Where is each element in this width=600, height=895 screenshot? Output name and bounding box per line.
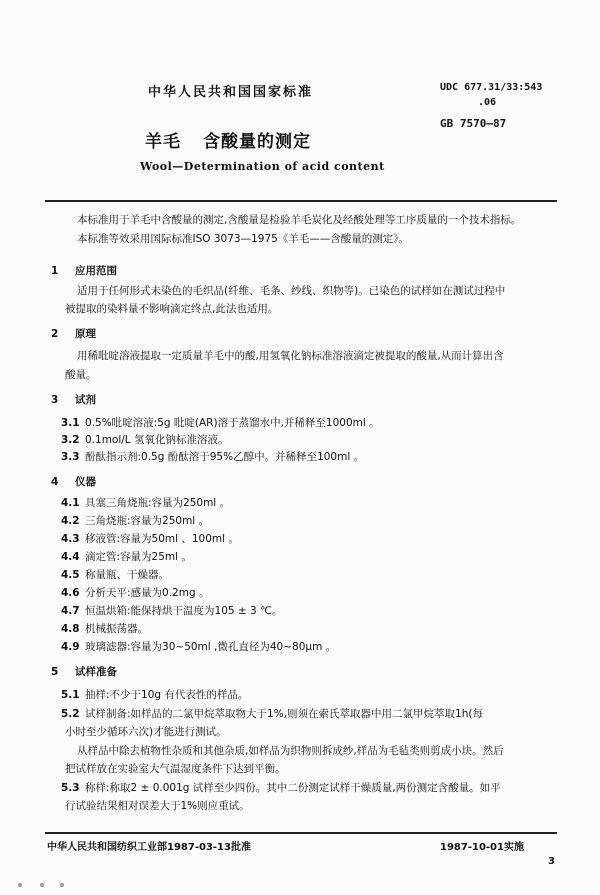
item-number: 4.6 (61, 587, 80, 599)
header-divider (45, 200, 557, 202)
udc-code-suffix: .06 (478, 97, 497, 108)
item-text: 分析天平:感量为0.2mg 。 (85, 587, 210, 599)
item-number: 5.1 (61, 689, 80, 701)
item-number: 4.8 (61, 623, 80, 635)
item-number: 4.3 (61, 533, 80, 545)
item-number: 3.1 (61, 417, 80, 429)
section-2-line-1: 用稀吡啶溶液提取一定质量羊毛中的酸,用氢氧化钠标准溶液滴定被提取的酸量,从而计算出含 (77, 350, 504, 362)
item-number: 5.3 (61, 782, 80, 794)
item-number: 4.7 (61, 605, 80, 617)
english-title: Wool—Determination of acid content (140, 160, 385, 173)
section-number: 4 (51, 476, 59, 488)
section-1-heading (51, 264, 117, 278)
list-item (61, 622, 148, 636)
list-item (61, 640, 336, 654)
udc-code: UDC 677.31/33:543 (440, 82, 543, 93)
item-text: 具塞三角烧瓶:容量为250ml 。 (85, 497, 231, 509)
implementation-date: 1987-10-01实施 (440, 842, 524, 853)
section-4-heading (51, 475, 96, 489)
page-number: 3 (548, 856, 555, 867)
item-text: 0.5%吡啶溶液:5g 吡啶(AR)溶于蒸馏水中,并稀释至1000ml 。 (85, 417, 380, 429)
item-number: 4.4 (61, 551, 80, 563)
item-text: 试样制备:如样品的二氯甲烷萃取物大于1%,则须在索氏萃取器中用二氯甲烷萃取1h(每 (85, 708, 483, 720)
title-part-1: 羊毛 (145, 132, 181, 152)
list-item (61, 586, 209, 600)
list-item (61, 496, 230, 510)
scan-speck (18, 883, 22, 887)
section-5-heading (51, 665, 117, 679)
footer-divider (45, 832, 557, 834)
item-5-2-line-4: 把试样放在实验室大气温湿度条件下达到平衡。 (65, 763, 286, 775)
list-item (61, 550, 192, 564)
list-item (61, 604, 282, 618)
section-3-heading (51, 393, 96, 407)
page-title (145, 127, 311, 152)
section-title: 试剂 (75, 394, 96, 406)
list-item (61, 450, 364, 464)
item-text: 恒温烘箱:能保持烘干温度为105 ± 3 ℃。 (85, 605, 283, 617)
list-item (61, 532, 239, 546)
section-title: 应用范围 (75, 265, 117, 277)
section-title: 试样准备 (75, 666, 117, 678)
item-text: 机械振荡器。 (85, 623, 148, 635)
list-item (61, 433, 229, 447)
section-number: 3 (51, 394, 59, 406)
item-number: 3.3 (61, 451, 80, 463)
section-1-line-1: 适用于任何形式未染色的毛织品(纤维、毛条、纱线、织物等)。已染色的试样如在测试过程中 (77, 285, 506, 297)
section-number: 5 (51, 666, 59, 678)
section-title: 原理 (75, 328, 96, 340)
scan-speck (40, 883, 44, 887)
item-text: 玻璃滤器:容量为30~50ml ,微孔直径为40~80μm 。 (85, 641, 337, 653)
list-item (61, 707, 483, 721)
item-number: 4.5 (61, 569, 80, 581)
item-text: 0.1mol/L 氢氧化钠标准溶液。 (85, 434, 229, 446)
list-item (61, 688, 248, 702)
section-number: 2 (51, 328, 59, 340)
section-1-line-2: 被提取的染料量不影响滴定终点,此法也适用。 (65, 303, 279, 315)
list-item (61, 781, 501, 795)
section-2-line-2: 酸量。 (65, 369, 97, 381)
list-item (61, 416, 380, 430)
section-number: 1 (51, 265, 59, 277)
approval-note: 中华人民共和国纺织工业部1987-03-13批准 (47, 842, 251, 853)
item-number: 5.2 (61, 708, 80, 720)
intro-line-2: 本标准等效采用国际标准ISO 3073—1975《羊毛——含酸量的测定》。 (77, 233, 410, 245)
item-5-2-line-2: 小时至少循环六次)才能进行测试。 (65, 726, 227, 738)
title-part-2: 含酸量的测定 (203, 132, 311, 152)
list-item (61, 514, 209, 528)
issuing-authority: 中华人民共和国国家标准 (148, 85, 314, 100)
item-number: 4.1 (61, 497, 80, 509)
list-item (61, 568, 169, 582)
item-text: 抽样:不少于10g 有代表性的样品。 (85, 689, 249, 701)
section-2-heading (51, 327, 96, 341)
item-text: 称量瓶、干燥器。 (85, 569, 169, 581)
item-number: 3.2 (61, 434, 80, 446)
item-number: 4.2 (61, 515, 80, 527)
item-5-3-line-2: 行试验结果相对误差大于1%则应重试。 (65, 800, 250, 812)
item-text: 酚酞指示剂:0.5g 酚酞溶于95%乙醇中。并稀释至100ml 。 (85, 451, 365, 463)
section-title: 仪器 (75, 476, 96, 488)
item-5-2-line-3: 从样品中除去植物性杂质和其他杂质,如样品为织物则拆成纱,样品为毛毡类则剪成小块。然后 (77, 745, 504, 757)
standard-number: GB 7570—87 (440, 117, 507, 130)
item-number: 4.9 (61, 641, 80, 653)
intro-line-1: 本标准用于羊毛中含酸量的测定,含酸量是检验羊毛炭化及经酸处理等工序质量的一个技术指标。 (77, 214, 522, 226)
item-text: 称样:称取2 ± 0.001g 试样至少四份。其中二份测定试样干燥质量,两份测定含酸量。如平 (85, 782, 501, 794)
item-text: 移液管:容量为50ml 、100ml 。 (85, 533, 239, 545)
item-text: 滴定管:容量为25ml 。 (85, 551, 192, 563)
scan-speck (60, 883, 64, 887)
item-text: 三角烧瓶:容量为250ml 。 (85, 515, 210, 527)
